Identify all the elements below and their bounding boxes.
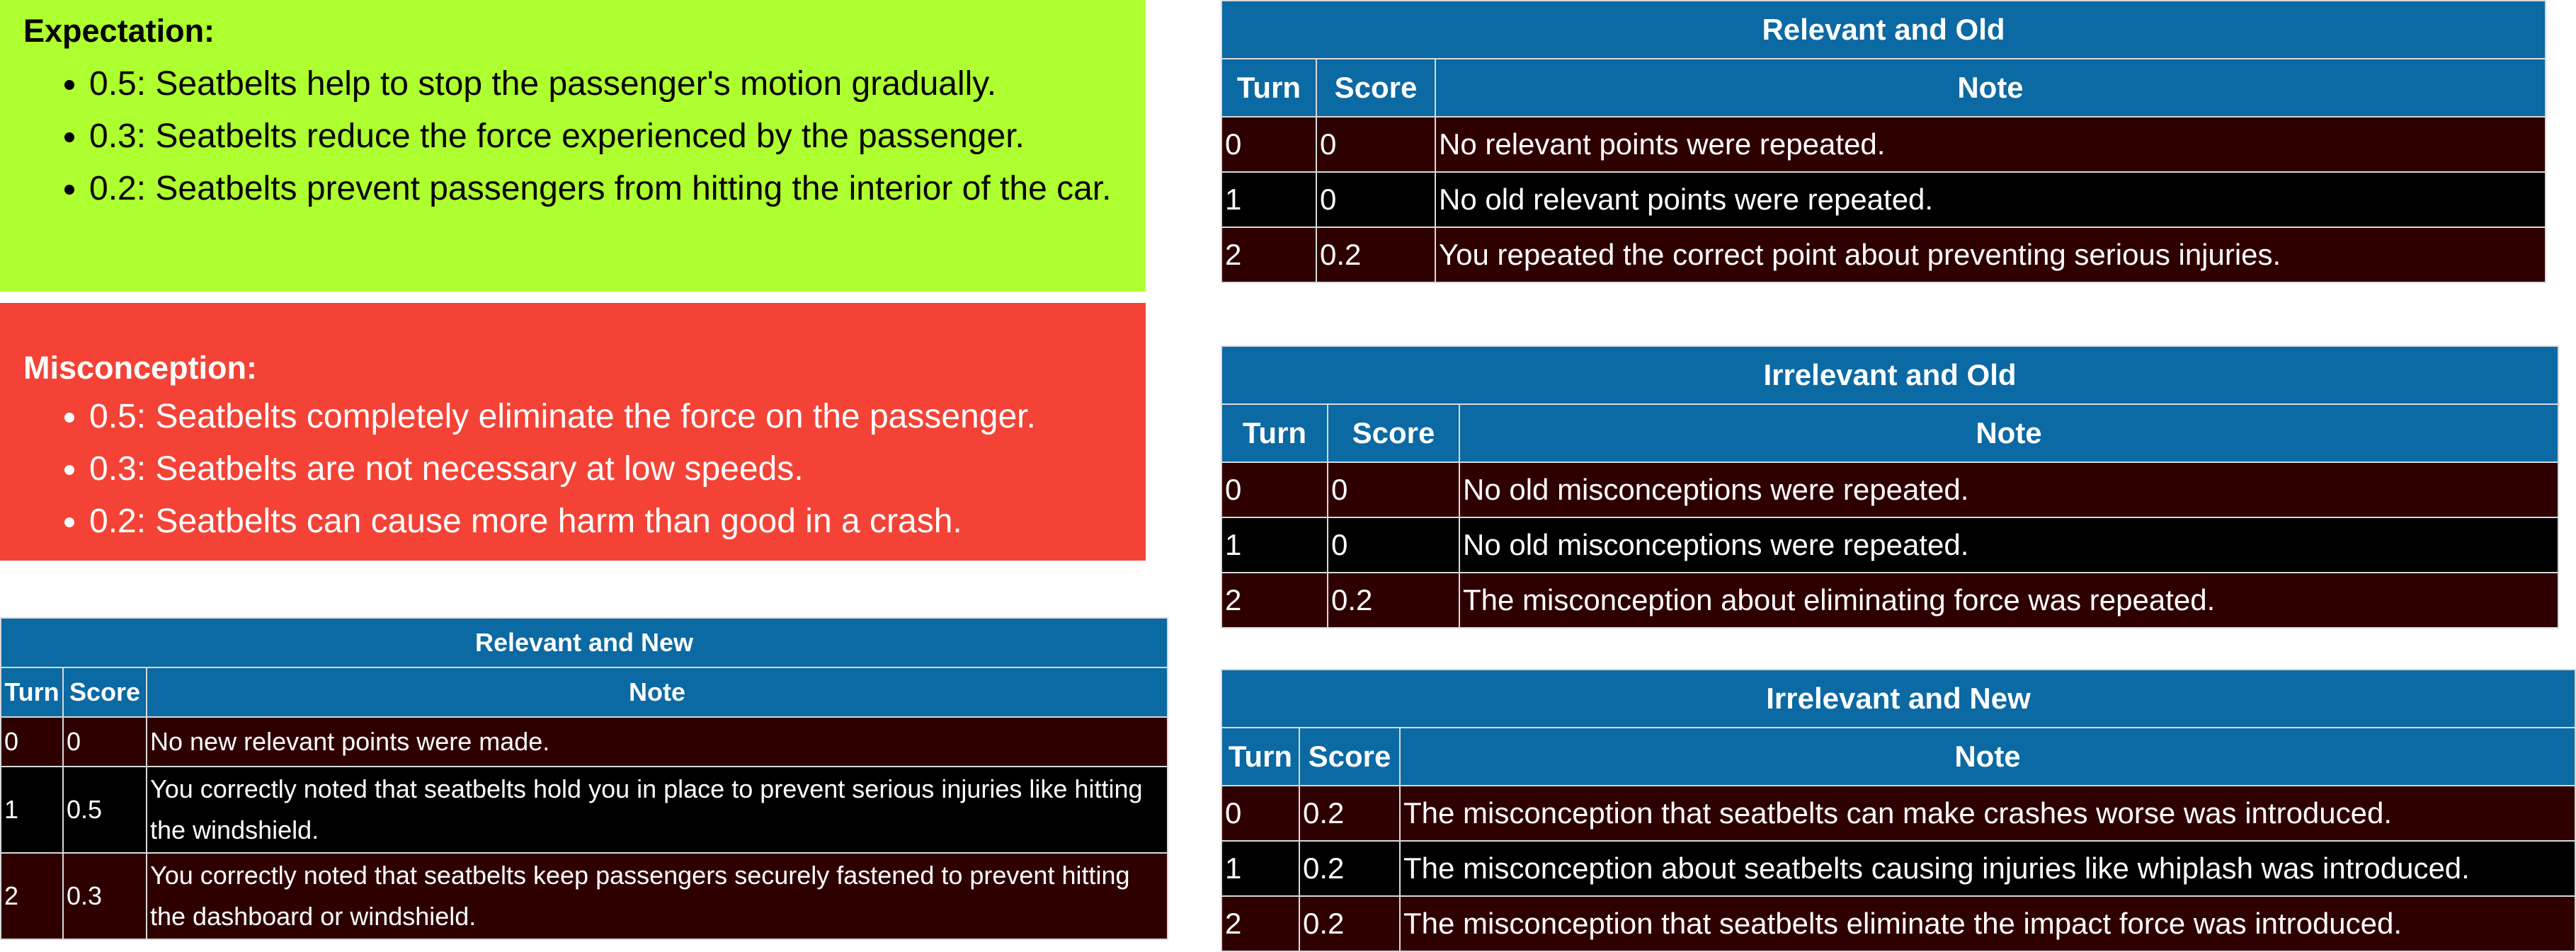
table-row	[1221, 462, 2558, 517]
turn-cell: 2	[1221, 896, 1299, 951]
score-cell: 0.2	[1299, 786, 1400, 841]
column-header-score: Score	[1328, 404, 1459, 462]
table-title: Relevant and Old	[1221, 1, 2546, 59]
note-cell: No old relevant points were repeated.	[1435, 172, 2546, 227]
column-header-note: Note	[147, 667, 1168, 717]
relevant-old-table	[1221, 0, 2546, 283]
column-header-note: Note	[1459, 404, 2558, 462]
column-header-note: Note	[1400, 728, 2575, 786]
column-header-turn: Turn	[1, 667, 63, 717]
score-cell: 0.5	[63, 767, 147, 853]
note-cell: You correctly noted that seatbelts hold you in place to prevent serious injuries like hitting the windshield.	[147, 767, 1168, 853]
score-cell: 0.3	[63, 853, 147, 939]
note-cell: No new relevant points were made.	[147, 717, 1168, 767]
table-row	[1221, 841, 2575, 896]
turn-cell: 1	[1221, 841, 1299, 896]
table-row	[1221, 786, 2575, 841]
table-title: Relevant and New	[1, 618, 1168, 667]
note-cell: The misconception about eliminating force was repeated.	[1459, 573, 2558, 628]
column-header-note: Note	[1435, 59, 2546, 117]
score-cell: 0	[63, 717, 147, 767]
expectation-heading: Expectation:	[23, 13, 215, 49]
turn-cell: 0	[1221, 786, 1299, 841]
note-cell: You correctly noted that seatbelts keep passengers securely fastened to prevent hitting the dashboard or windshield.	[147, 853, 1168, 939]
irrelevant-old-table	[1221, 345, 2559, 629]
note-cell: The misconception that seatbelts can make crashes worse was introduced.	[1400, 786, 2575, 841]
table-row	[1, 717, 1168, 767]
table-row	[1, 853, 1168, 939]
table-row	[1221, 172, 2546, 227]
relevant-new-table	[0, 617, 1168, 940]
expectation-list	[23, 58, 1146, 215]
column-header-turn: Turn	[1221, 404, 1328, 462]
expectation-item: • 0.3: Seatbelts reduce the force experienced by the passenger.	[89, 110, 1146, 163]
misconception-heading: Misconception:	[23, 350, 258, 386]
table-row	[1, 767, 1168, 853]
misconception-item: • 0.5: Seatbelts completely eliminate the force on the passenger.	[89, 391, 1146, 443]
turn-cell: 1	[1, 767, 63, 853]
table-row	[1221, 573, 2558, 628]
table-row	[1221, 896, 2575, 951]
turn-cell: 2	[1, 853, 63, 939]
score-cell: 0	[1328, 462, 1459, 517]
misconception-panel	[0, 303, 1146, 561]
score-cell: 0	[1316, 117, 1435, 172]
column-header-turn: Turn	[1221, 728, 1299, 786]
misconception-list	[23, 391, 1146, 548]
note-cell: The misconception about seatbelts causing injuries like whiplash was introduced.	[1400, 841, 2575, 896]
turn-cell: 2	[1221, 573, 1328, 628]
expectation-item: • 0.5: Seatbelts help to stop the passenger's motion gradually.	[89, 58, 1146, 110]
score-cell: 0.2	[1299, 841, 1400, 896]
misconception-item: • 0.2: Seatbelts can cause more harm than good in a crash.	[89, 495, 1146, 548]
score-cell: 0	[1316, 172, 1435, 227]
expectation-item: • 0.2: Seatbelts prevent passengers from hitting the interior of the car.	[89, 163, 1146, 215]
column-header-score: Score	[1299, 728, 1400, 786]
table-row	[1221, 227, 2546, 282]
score-cell: 0.2	[1299, 896, 1400, 951]
column-header-score: Score	[1316, 59, 1435, 117]
column-header-score: Score	[63, 667, 147, 717]
note-cell: The misconception that seatbelts eliminate the impact force was introduced.	[1400, 896, 2575, 951]
turn-cell: 1	[1221, 517, 1328, 573]
score-cell: 0	[1328, 517, 1459, 573]
expectation-panel	[0, 0, 1146, 292]
turn-cell: 0	[1, 717, 63, 767]
note-cell: No relevant points were repeated.	[1435, 117, 2546, 172]
misconception-item: • 0.3: Seatbelts are not necessary at low speeds.	[89, 443, 1146, 495]
turn-cell: 0	[1221, 117, 1316, 172]
score-cell: 0.2	[1316, 227, 1435, 282]
note-cell: No old misconceptions were repeated.	[1459, 462, 2558, 517]
turn-cell: 2	[1221, 227, 1316, 282]
table-title: Irrelevant and Old	[1221, 346, 2558, 404]
table-row	[1221, 517, 2558, 573]
column-header-turn: Turn	[1221, 59, 1316, 117]
note-cell: You repeated the correct point about preventing serious injuries.	[1435, 227, 2546, 282]
table-title: Irrelevant and New	[1221, 670, 2575, 728]
turn-cell: 0	[1221, 462, 1328, 517]
table-row	[1221, 117, 2546, 172]
turn-cell: 1	[1221, 172, 1316, 227]
score-cell: 0.2	[1328, 573, 1459, 628]
irrelevant-new-table	[1221, 669, 2576, 952]
note-cell: No old misconceptions were repeated.	[1459, 517, 2558, 573]
